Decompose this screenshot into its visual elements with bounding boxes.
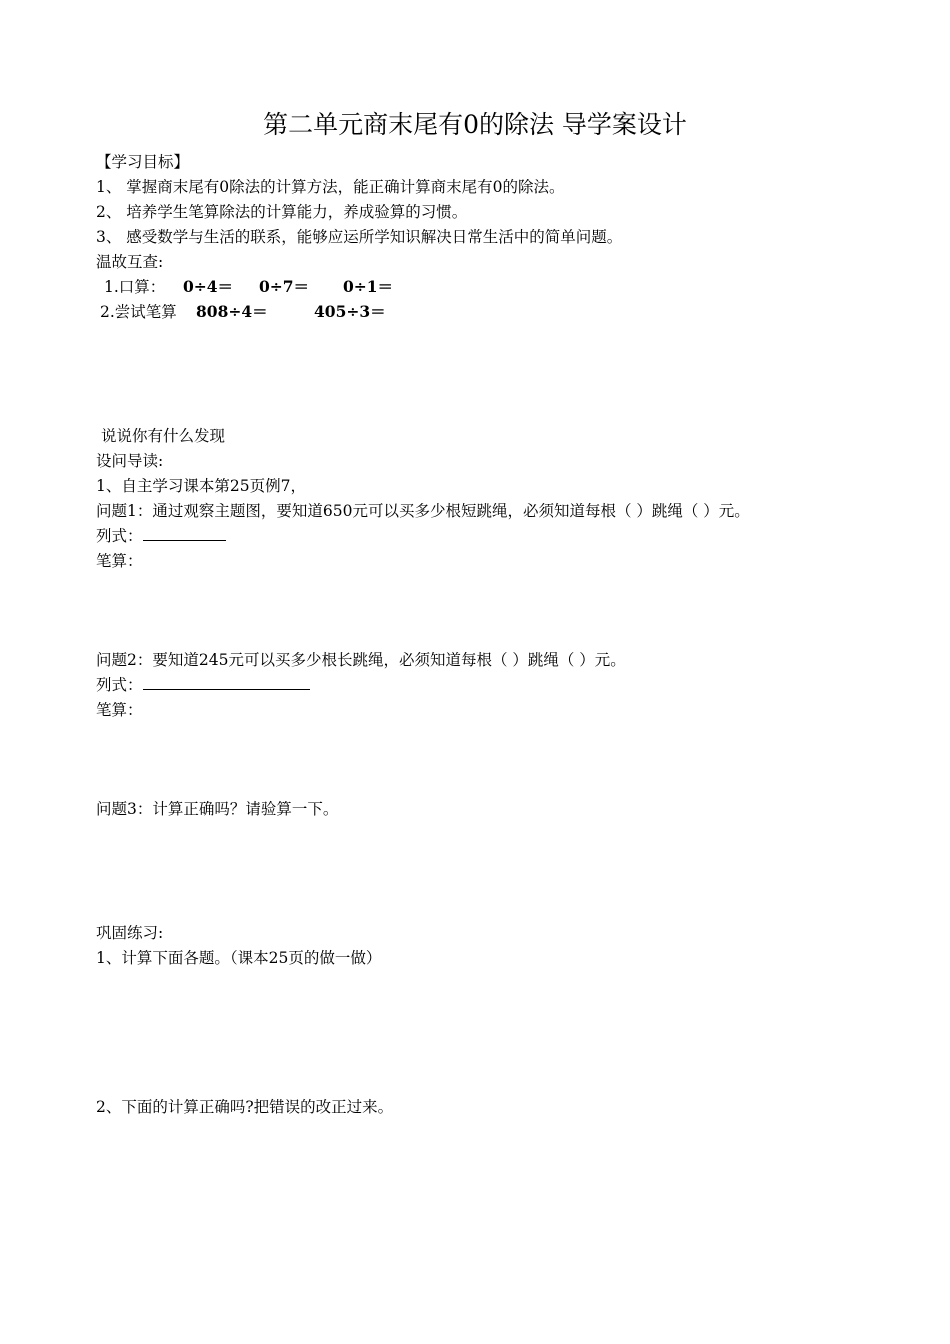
- written-calc-item: 405÷3＝: [314, 302, 386, 321]
- objective-item: 3、 感受数学与生活的联系，能够应运所学知识解决日常生活中的简单问题。: [96, 228, 623, 246]
- answer-blank[interactable]: [143, 525, 226, 541]
- practice-item: 2、下面的计算正确吗?把错误的改正过来。: [96, 1098, 394, 1116]
- objectives-heading: 【学习目标】: [96, 153, 190, 171]
- oral-calc-item: 0÷7＝: [259, 277, 310, 296]
- discover-prompt: 说说你有什么发现: [101, 427, 226, 445]
- page-title: 第二单元商末尾有0的除法 导学案设计: [263, 110, 687, 139]
- formula-label: 列式：: [96, 676, 143, 694]
- question-2: 问题2：要知道245元可以买多少根长跳绳，必须知道每根（ ）跳绳（ ）元。: [96, 651, 626, 669]
- objective-item: 2、 培养学生笔算除法的计算能力，养成验算的习惯。: [96, 203, 468, 221]
- formula-line-2: [96, 674, 310, 696]
- oral-calc-item: 0÷4＝: [183, 277, 234, 296]
- practice-item: 1、计算下面各题。（课本25页的做一做）: [96, 949, 382, 967]
- written-calc-prompt: 笔算：: [96, 552, 143, 570]
- practice-heading: 巩固练习:: [96, 924, 164, 942]
- formula-line-1: [96, 525, 226, 547]
- question-1: 问题1：通过观察主题图，要知道650元可以买多少根短跳绳，必须知道每根（ ）跳绳（ ）元。: [96, 502, 750, 520]
- formula-label: 列式：: [96, 527, 143, 545]
- guide-step: 1、自主学习课本第25页例7，: [96, 477, 306, 495]
- answer-blank[interactable]: [143, 674, 310, 690]
- written-calc-item: 808÷4＝: [196, 302, 268, 321]
- review-heading: 温故互查:: [96, 253, 164, 271]
- objective-item: 1、 掌握商末尾有0除法的计算方法，能正确计算商末尾有0的除法。: [96, 178, 565, 196]
- question-3: 问题3：计算正确吗？请验算一下。: [96, 800, 339, 818]
- oral-calc-item: 0÷1＝: [343, 277, 394, 296]
- oral-calc-label: 1.口算：: [104, 278, 166, 296]
- guide-heading: 设问导读:: [96, 452, 164, 470]
- written-calc-prompt: 笔算：: [96, 701, 143, 719]
- written-calc-label: 2.尝试笔算: [100, 303, 177, 321]
